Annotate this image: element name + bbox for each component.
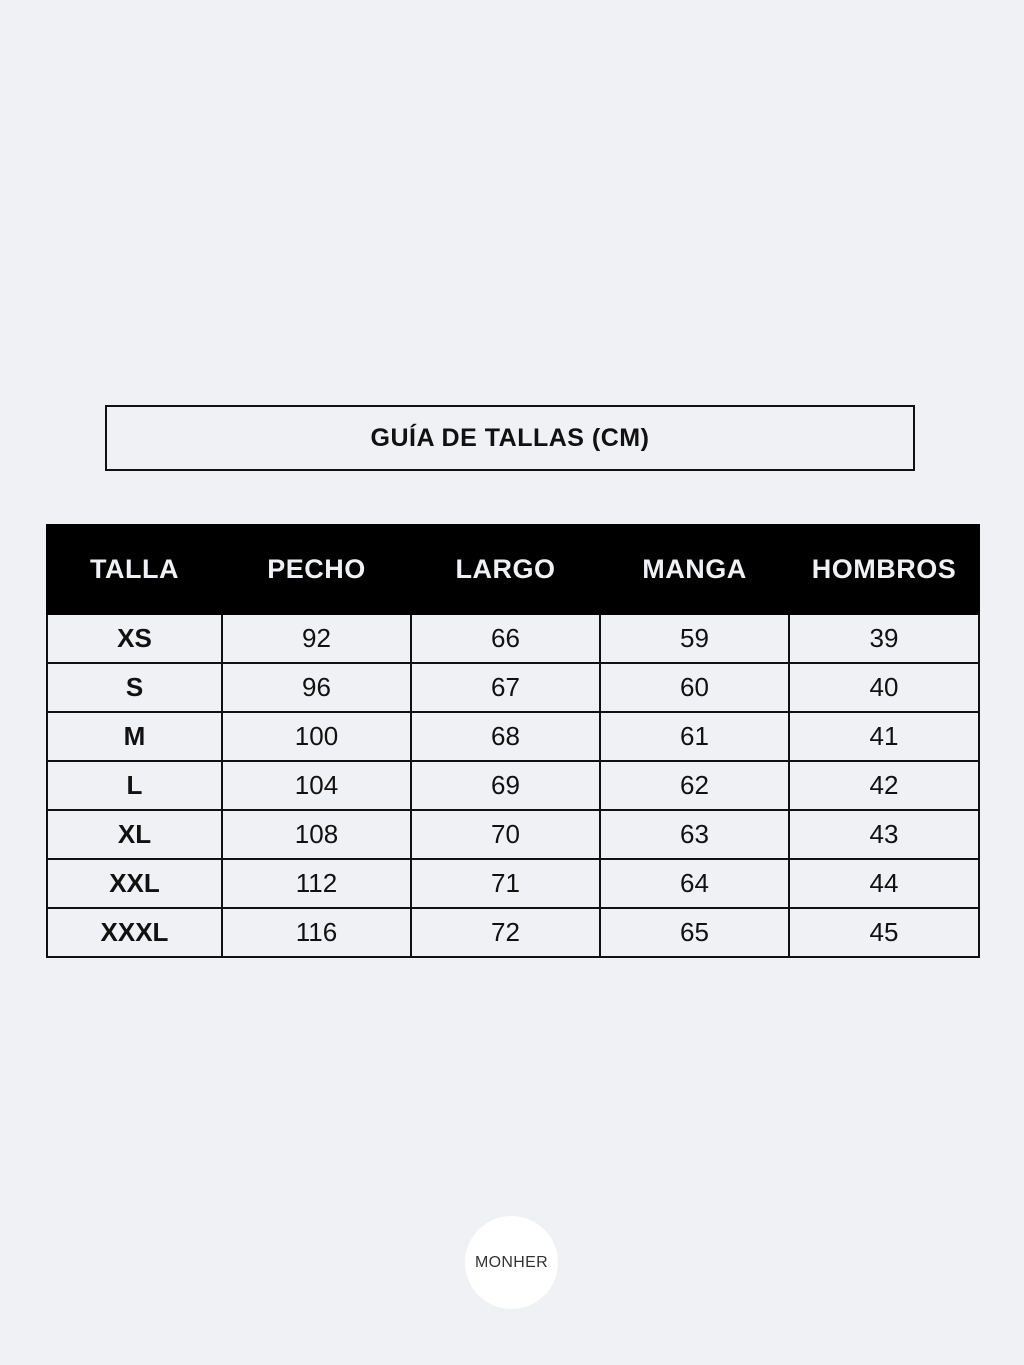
manga-cell: 64 xyxy=(600,859,789,908)
manga-cell: 61 xyxy=(600,712,789,761)
pecho-cell: 116 xyxy=(222,908,411,957)
title-box xyxy=(105,405,915,471)
column-header-hombros: HOMBROS xyxy=(789,525,979,614)
pecho-cell: 100 xyxy=(222,712,411,761)
page-title: GUÍA DE TALLAS (CM) xyxy=(370,423,650,452)
size-cell: L xyxy=(47,761,222,810)
largo-cell: 67 xyxy=(411,663,600,712)
hombros-cell: 40 xyxy=(789,663,979,712)
table-row xyxy=(47,908,979,957)
table-row xyxy=(47,712,979,761)
size-cell: M xyxy=(47,712,222,761)
size-cell: XL xyxy=(47,810,222,859)
pecho-cell: 108 xyxy=(222,810,411,859)
hombros-cell: 45 xyxy=(789,908,979,957)
pecho-cell: 112 xyxy=(222,859,411,908)
column-header-talla: TALLA xyxy=(47,525,222,614)
largo-cell: 70 xyxy=(411,810,600,859)
largo-cell: 72 xyxy=(411,908,600,957)
table-row xyxy=(47,663,979,712)
manga-cell: 59 xyxy=(600,614,789,663)
manga-cell: 62 xyxy=(600,761,789,810)
manga-cell: 60 xyxy=(600,663,789,712)
size-cell: XS xyxy=(47,614,222,663)
pecho-cell: 104 xyxy=(222,761,411,810)
brand-logo-text: MONHER xyxy=(475,1253,548,1271)
column-header-pecho: PECHO xyxy=(222,525,411,614)
largo-cell: 71 xyxy=(411,859,600,908)
largo-cell: 69 xyxy=(411,761,600,810)
largo-cell: 66 xyxy=(411,614,600,663)
table-row xyxy=(47,614,979,663)
size-cell: S xyxy=(47,663,222,712)
table-row xyxy=(47,761,979,810)
hombros-cell: 39 xyxy=(789,614,979,663)
size-table xyxy=(46,524,980,958)
size-cell: XXL xyxy=(47,859,222,908)
largo-cell: 68 xyxy=(411,712,600,761)
brand-logo xyxy=(465,1216,558,1309)
table-row xyxy=(47,859,979,908)
column-header-manga: MANGA xyxy=(600,525,789,614)
hombros-cell: 41 xyxy=(789,712,979,761)
hombros-cell: 44 xyxy=(789,859,979,908)
table-row xyxy=(47,810,979,859)
column-header-largo: LARGO xyxy=(411,525,600,614)
manga-cell: 63 xyxy=(600,810,789,859)
pecho-cell: 96 xyxy=(222,663,411,712)
pecho-cell: 92 xyxy=(222,614,411,663)
table-header-row xyxy=(47,525,979,614)
manga-cell: 65 xyxy=(600,908,789,957)
hombros-cell: 43 xyxy=(789,810,979,859)
size-cell: XXXL xyxy=(47,908,222,957)
hombros-cell: 42 xyxy=(789,761,979,810)
